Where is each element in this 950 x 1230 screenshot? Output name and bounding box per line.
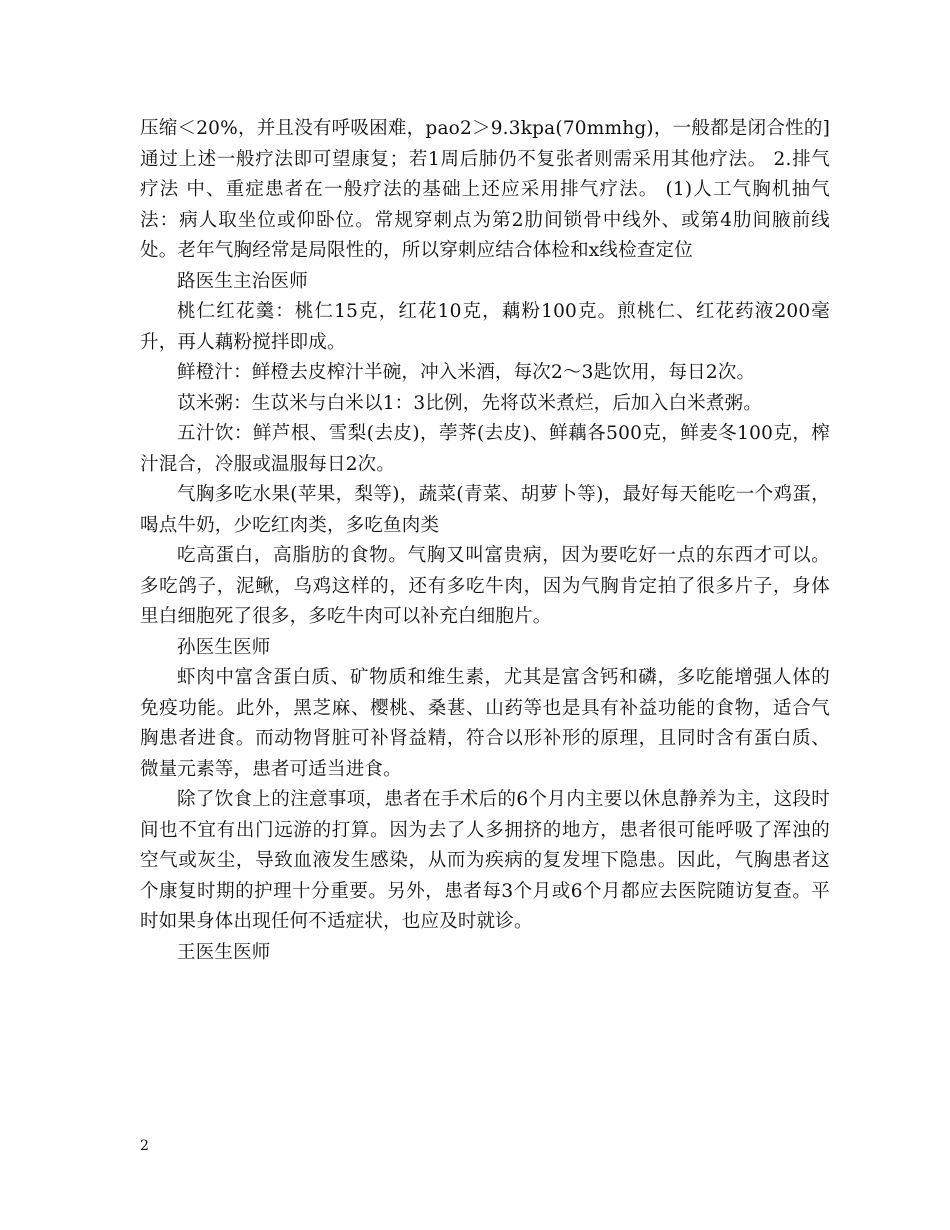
doctor-signature-sun: 孙医生医师 xyxy=(177,636,271,658)
document-body xyxy=(140,114,830,968)
paragraph-coix-porridge: 苡米粥：生苡米与白米以1：3比例，先将苡米煮烂，后加入白米煮粥。 xyxy=(177,392,762,414)
page-number: 2 xyxy=(140,1138,149,1154)
paragraph-orange-juice: 鲜橙汁：鲜橙去皮榨汁半碗，冲入米酒，每次2～3匙饮用，每日2次。 xyxy=(177,362,756,383)
paragraph-fruits-vegetables: 气胸多吃水果(苹果，梨等)，蔬菜(青菜、胡萝卜等)，最好每天能吃一个鸡蛋，喝点牛奶，少吃红肉类，多吃鱼肉类 xyxy=(140,484,830,536)
doctor-signature-lu: 路医生主治医师 xyxy=(177,270,308,292)
paragraph-high-protein: 吃高蛋白，高脂肪的食物。气胸又叫富贵病，因为要吃好一点的东西才可以。多吃鸽子，泥鳅，乌鸡这样的，还有多吃牛肉，因为气胸肯定拍了很多片子，身体里白细胞死了很多，多吃牛肉可以补充白细胞片。 xyxy=(140,545,830,627)
paragraph-shrimp-nutrition: 虾肉中富含蛋白质、矿物质和维生素，尤其是富含钙和磷，多吃能增强人体的免疫功能。此外，黑芝麻、樱桃、桑葚、山药等也是具有补益功能的食物，适合气胸患者进食。而动物肾脏可补肾益精，符合以形补形的原理，且同时含有蛋白质、微量元素等，患者可适当进食。 xyxy=(140,667,830,780)
paragraph-recovery-care: 除了饮食上的注意事项，患者在手术后的6个月内主要以休息静养为主，这段时间也不宜有出门远游的打算。因为去了人多拥挤的地方，患者很可能呼吸了浑浊的空气或灰尘，导致血液发生感染，从而为疾病的复发埋下隐患。因此，气胸患者这个康复时期的护理十分重要。另外，患者每3个月或6个月都应去医院随访复查。平时如果身体出现任何不适症状，也应及时就诊。 xyxy=(140,789,830,932)
paragraph-five-juice-drink: 五汁饮：鲜芦根、雪梨(去皮)，荸荠(去皮)、鲜藕各500克，鲜麦冬100克，榨汁混合，冷服或温服每日2次。 xyxy=(140,423,830,475)
paragraph-peach-safflower-soup: 桃仁红花羹：桃仁15克，红花10克，藕粉100克。煎桃仁、红花药液200毫升，再人藕粉搅拌即成。 xyxy=(140,301,830,353)
doctor-signature-wang: 王医生医师 xyxy=(177,941,271,963)
paragraph-treatment-intro: 压缩＜20%，并且没有呼吸困难，pao2＞9.3kpa(70mmhg)，一般都是闭合性的]通过上述一般疗法即可望康复；若1周后肺仍不复张者则需采用其他疗法。 2.排气疗法 中、重症患者在一般疗法的基础上还应采用排气疗法。 (1)人工气胸机抽气法：病人取坐位或仰卧位。常规穿刺点为第2肋间锁骨中线外、或第4肋间腋前线处。老年气胸经常是局限性的，所以穿刺应结合体检和x线检查定位 xyxy=(140,118,830,261)
